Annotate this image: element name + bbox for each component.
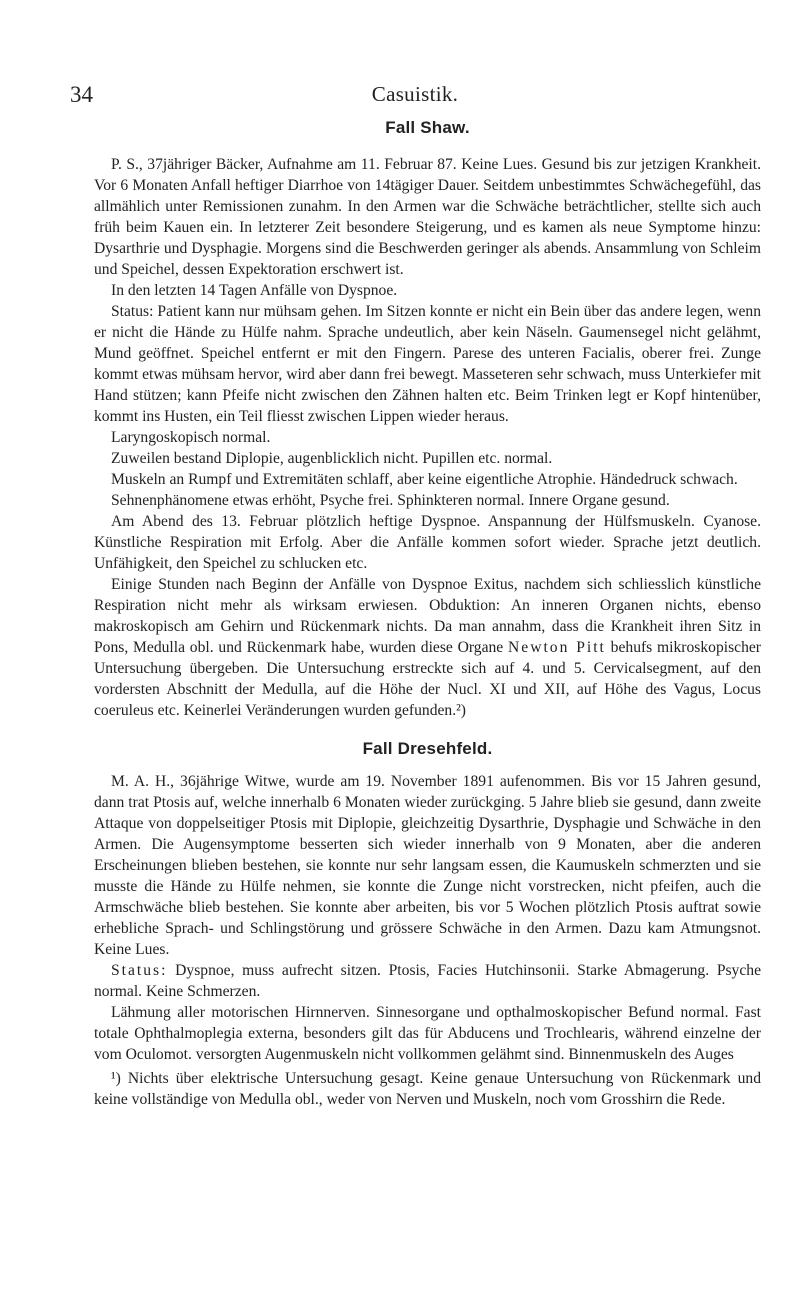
section-title-dresehfeld: Fall Dresehfeld. bbox=[362, 739, 493, 758]
text-run: behufs mikroskopischer Untersuchung übergeben. Die Untersuchung erstreckte sich auf 4. und 5. Cervicalsegment, auf den vordersten Abschnitt der Medulla, auf die Höhe der Nucl. XI und XII, auf Höhe des Vagus, Locus coeruleus etc. Keinerlei Veränderungen wurden gefunden.²) bbox=[94, 639, 761, 719]
footnote bbox=[94, 1069, 761, 1110]
paragraph: In den letzten 14 Tagen Anfälle von Dyspnoe. bbox=[111, 282, 398, 299]
paragraph-obduktion bbox=[94, 574, 761, 721]
person-name: Newton Pitt bbox=[508, 639, 606, 656]
status-label: Status: bbox=[111, 962, 168, 979]
running-title: Casuistik. bbox=[371, 82, 459, 106]
text-run: Dyspnoe, muss aufrecht sitzen. Ptosis, Facies Hutchinsonii. Starke Abmagerung. Psyche normal. Keine Schmerzen. bbox=[94, 962, 761, 1000]
text-run: Einige Stunden nach Beginn der Anfälle von Dyspnoe Exitus, nachdem sich schliesslich künstliche Respiration nicht mehr als wirksam erwiesen. Obduktion: An inneren Organen nichts, ebenso makroskopisch am Gehirn und Rückenmark nichts. Da man annahm, dass die Krankheit ihren Sitz in Pons, Medulla obl. und Rückenmark habe, wurden diese Organe bbox=[94, 576, 761, 656]
paragraph: Zuweilen bestand Diplopie, augenblicklich nicht. Pupillen etc. normal. bbox=[111, 450, 553, 467]
paragraph: Sehnenphänomene etwas erhöht, Psyche frei. Sphinkteren normal. Innere Organe gesund. bbox=[111, 492, 670, 509]
section-title-shaw: Fall Shaw. bbox=[385, 118, 470, 137]
page-number: 34 bbox=[70, 82, 93, 107]
paragraph: M. A. H., 36jährige Witwe, wurde am 19. November 1891 aufenommen. Bis vor 15 Jahren gesund, dann trat Ptosis auf, welche innerhalb 6 Monaten wieder zurückging. 5 Jahre blieb sie gesund, dann zweite Attaque von doppelseitiger Ptosis mit Diplopie, gleichzeitig Dysarthrie, Dysphagie und Schwäche in den Armen. Die Augensymptome besserten sich wieder innerhalb von 9 Monaten, aber die anderen Erscheinungen blieben bestehen, sie konnte nur sehr langsam essen, die Kaumuskeln schmerzten und sie musste die Hände zu Hülfe nehmen, sie konnte die Zunge nicht vorstrecken, nicht pfeifen, auch die Armschwäche blieb bestehen. Sie konnte aber arbeiten, bis vor 5 Wochen plötzlich Ptosis auftrat sowie erhebliche Sprach- und Schlingstörung und grössere Schwäche in den Armen. Dazu kam Atmungsnot. Keine Lues. bbox=[94, 773, 761, 958]
paragraph: Muskeln an Rumpf und Extremitäten schlaff, aber keine eigentliche Atrophie. Händedruck schwach. bbox=[111, 471, 738, 488]
paragraph-status bbox=[94, 960, 761, 1002]
paragraph: P. S., 37jähriger Bäcker, Aufnahme am 11. Februar 87. Keine Lues. Gesund bis zur jetzigen Krankheit. Vor 6 Monaten Anfall heftiger Diarrhoe von 14tägiger Dauer. Seitdem unbestimmtes Schwächegefühl, das allmählich unter Remissionen zunahm. In den Armen war die Schwäche beträchtlicher, stellte sich auch früh beim Kauen ein. In letzterer Zeit besondere Steigerung, und es kamen als neue Symptome hinzu: Dysarthrie und Dysphagie. Morgens sind die Beschwerden geringer als abends. Ansammlung von Schleim und Speichel, dessen Expektoration erschwert ist. bbox=[94, 156, 761, 278]
section-shaw bbox=[94, 154, 761, 721]
page-header bbox=[70, 82, 760, 108]
paragraph: Status: Patient kann nur mühsam gehen. Im Sitzen konnte er nicht ein Bein über das andere legen, wenn er nicht die Hände zu Hülfe nahm. Sprache undeutlich, aber kein Näseln. Gaumensegel nicht gelähmt, Mund geöffnet. Speichel entfernt er mit den Fingern. Parese des unteren Facialis, oberer frei. Zunge kommt etwas mühsam hervor, wird aber dann frei bewegt. Masseteren sehr schwach, muss Unterkiefer mit Hand stützen; kann Pfeife nicht zwischen den Zähnen halten etc. Beim Trinken legt er Kopf hintenüber, kommt ins Husten, ein Teil fliesst zwischen Lippen wieder heraus. bbox=[94, 303, 761, 425]
paragraph: Lähmung aller motorischen Hirnnerven. Sinnesorgane und opthalmoskopischer Befund normal. Fast totale Ophthalmoplegia externa, besonders gilt das für Abducens und Trochlearis, während einzelne der vom Oculomot. versorgten Augenmuskeln nicht vollkommen gelähmt sind. Binnenmuskeln des Auges bbox=[94, 1004, 761, 1063]
paragraph: Am Abend des 13. Februar plötzlich heftige Dyspnoe. Anspannung der Hülfsmuskeln. Cyanose. Künstliche Respiration mit Erfolg. Aber die Anfälle kommen sofort wieder. Sprache jetzt deutlich. Unfähigkeit, den Speichel zu schlucken etc. bbox=[94, 513, 761, 572]
section-dresehfeld bbox=[94, 771, 761, 1065]
paragraph: Laryngoskopisch normal. bbox=[111, 429, 271, 446]
body-text bbox=[94, 118, 761, 1110]
footnote-text: ¹) Nichts über elektrische Untersuchung gesagt. Keine genaue Untersuchung von Rückenmark und keine vollständige von Medulla obl., weder von Nerven und Muskeln, noch vom Grosshirn die Rede. bbox=[94, 1070, 761, 1108]
